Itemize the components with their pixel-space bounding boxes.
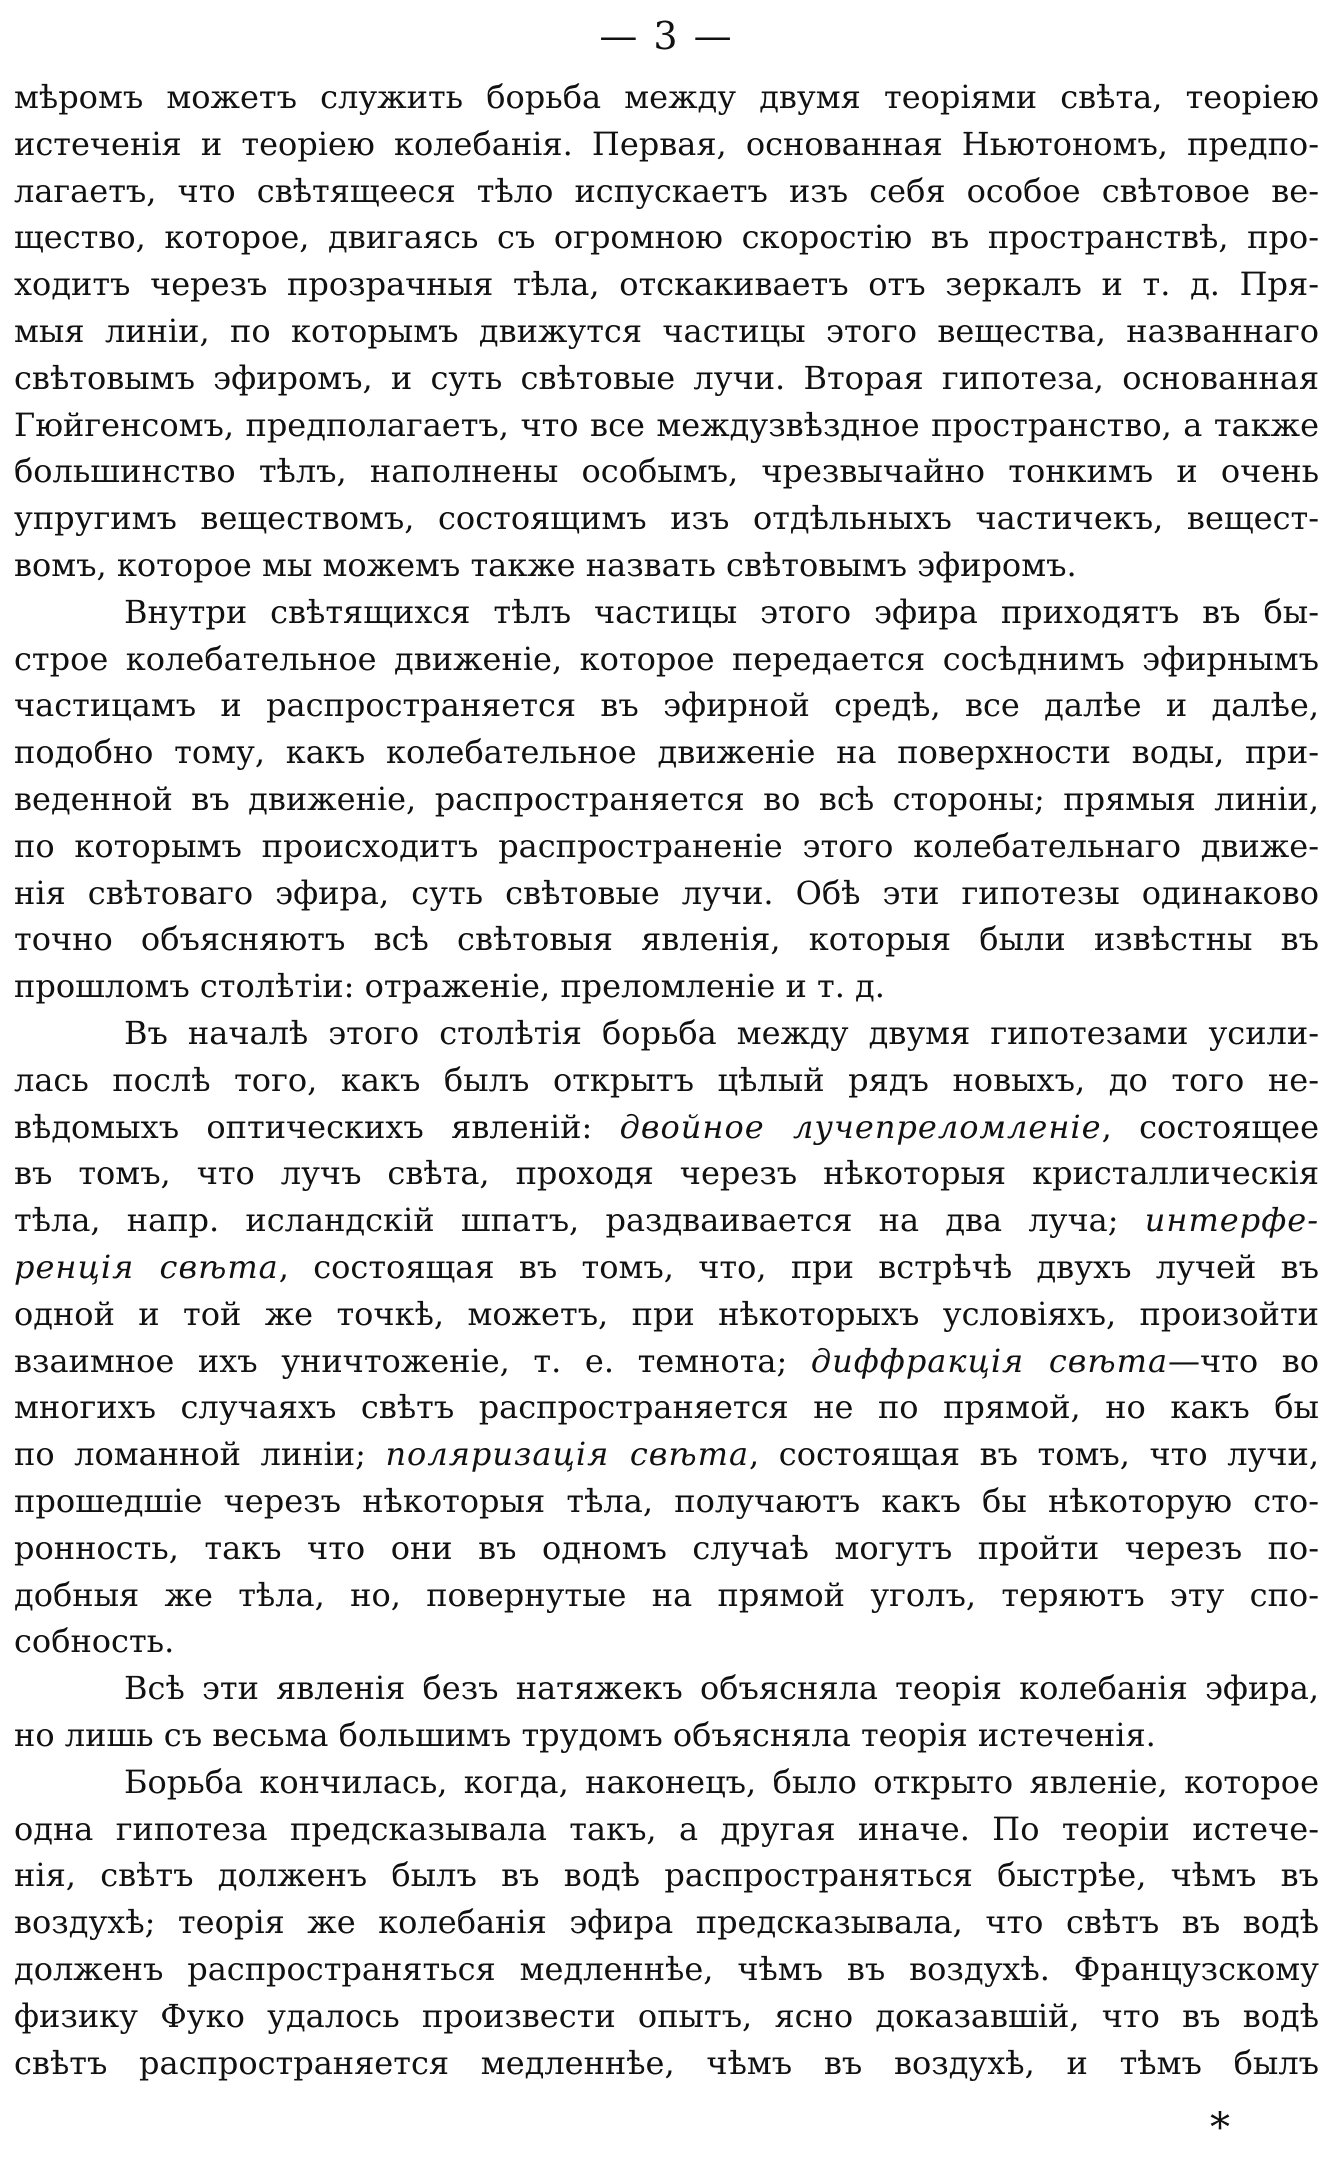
text-line: собность. [14,1622,175,1661]
italic-term: двойное лучепреломленіе [619,1107,1102,1146]
text-line: веденной въ движеніе, распространяется во всѣ стороны; прямыя линіи, [14,780,1319,818]
text-line: точно объясняютъ всѣ свѣтовыя явленія, которыя были извѣстны въ [14,920,1319,959]
text-line: свѣтъ распространяется медленнѣе, чѣмъ въ воздухѣ, и тѣмъ былъ [14,2043,1319,2082]
text-line: упругимъ веществомъ, состоящимъ изъ отдѣльныхъ частичекъ, вещест- [14,499,1319,538]
text-line: частицамъ и распространяется въ эфирной средѣ, все далѣе и далѣе, [14,686,1319,725]
text-line: Въ началѣ этого столѣтія борьба между двумя гипотезами усили- [124,1014,1319,1052]
text-line: долженъ распространяться медленнѣе, чѣмъ въ воздухѣ. Французскому [14,1950,1319,1988]
text-line: взаимное ихъ уничтоженіе, т. е. темнота; диффракція свѣта—что во [14,1341,1319,1380]
text-line: ренція свѣта, состоящая въ томъ, что, при встрѣчѣ двухъ лучей въ [14,1248,1319,1286]
text-line: лась послѣ того, какъ былъ открытъ цѣлый рядъ новыхъ, до того не- [14,1060,1319,1099]
text-line: воздухѣ; теорія же колебанія эфира предсказывала, что свѣтъ въ водѣ [14,1903,1319,1942]
text-line: добныя же тѣла, но, повернутые на прямой уголъ, теряютъ эту спо- [14,1575,1319,1614]
text-line: по ломанной линіи; поляризація свѣта, состоящая въ томъ, что лучи, [14,1435,1319,1474]
text-line: Всѣ эти явленія безъ натяжекъ объясняла теорія колебанія эфира, [124,1669,1319,1708]
text-line: мыя линіи, по которымъ движутся частицы этого вещества, названнаго [14,312,1319,350]
text-line: въ томъ, что лучъ свѣта, проходя черезъ нѣкоторыя кристаллическія [14,1154,1319,1193]
text-line: одна гипотеза предсказывала такъ, а другая иначе. По теоріи истече- [14,1809,1319,1848]
italic-term: поляризація свѣта [385,1435,750,1474]
text-line: физику Фуко удалось произвести опытъ, ясно доказавшій, что въ водѣ [14,1996,1319,2035]
text-line: лагаетъ, что свѣтящееся тѣло испускаетъ изъ себя особое свѣтовое ве- [14,171,1319,210]
text-line: нія свѣтоваго эфира, суть свѣтовые лучи. Обѣ эти гипотезы одинаково [14,873,1319,912]
text-line: прошломъ столѣтіи: отраженіе, преломленіе и т. д. [14,967,885,1006]
text-line: ходитъ черезъ прозрачныя тѣла, отскакиваетъ отъ зеркалъ и т. д. Пря- [14,265,1319,304]
text-line: тѣла, напр. исландскій шпатъ, раздваивается на два луча; интерфе- [14,1201,1319,1240]
text-line: мѣромъ можетъ служить борьба между двумя теоріями свѣта, теоріею [14,78,1319,116]
text-line: по которымъ происходитъ распространеніе этого колебательнаго движе- [14,826,1319,865]
text-line: Внутри свѣтящихся тѣлъ частицы этого эфира приходятъ въ бы- [124,592,1319,631]
text-line: ронность, такъ что они въ одномъ случаѣ могутъ пройти черезъ по- [14,1528,1319,1567]
text-line: Борьба кончилась, когда, наконецъ, было открыто явленіе, которое [124,1762,1319,1801]
text-line: щество, которое, двигаясь съ огромною скоростію въ пространствѣ, про- [14,218,1319,257]
asterisk-mark: * [1210,2105,1230,2151]
italic-term: интерфе- [1144,1201,1319,1240]
text-line: многихъ случаяхъ свѣтъ распространяется не по прямой, но какъ бы [14,1388,1319,1427]
italic-term: ренція свѣта [14,1248,279,1286]
text-line: Гюйгенсомъ, предполагаетъ, что все междузвѣздное пространство, а также [14,405,1319,444]
text-line: вѣдомыхъ оптическихъ явленій: двойное лучепреломленіе, состоящее [14,1107,1319,1146]
text-line: но лишь съ весьма большимъ трудомъ объясняла теорія истеченія. [14,1716,1156,1754]
italic-term: диффракція свѣта [810,1341,1169,1380]
page-number: — 3 — [599,14,734,58]
text-line: прошедшіе черезъ нѣкоторыя тѣла, получаютъ какъ бы нѣкоторую сто- [14,1482,1319,1520]
text-line: свѣтовымъ эфиромъ, и суть свѣтовые лучи. Вторая гипотеза, основанная [14,358,1319,397]
text-line: одной и той же точкѣ, можетъ, при нѣкоторыхъ условіяхъ, произойти [14,1294,1319,1333]
text-line: истеченія и теоріею колебанія. Первая, основанная Ньютономъ, предпо- [14,124,1319,163]
text-line: вомъ, которое мы можемъ также назвать свѣтовымъ эфиромъ. [14,546,1077,584]
text-line: строе колебательное движеніе, которое передается сосѣднимъ эфирнымъ [14,639,1319,678]
text-line: большинство тѣлъ, наполнены особымъ, чрезвычайно тонкимъ и очень [14,452,1319,491]
text-line: нія, свѣтъ долженъ былъ въ водѣ распространяться быстрѣе, чѣмъ въ [14,1856,1319,1895]
text-line: подобно тому, какъ колебательное движеніе на поверхности воды, при- [14,733,1319,772]
